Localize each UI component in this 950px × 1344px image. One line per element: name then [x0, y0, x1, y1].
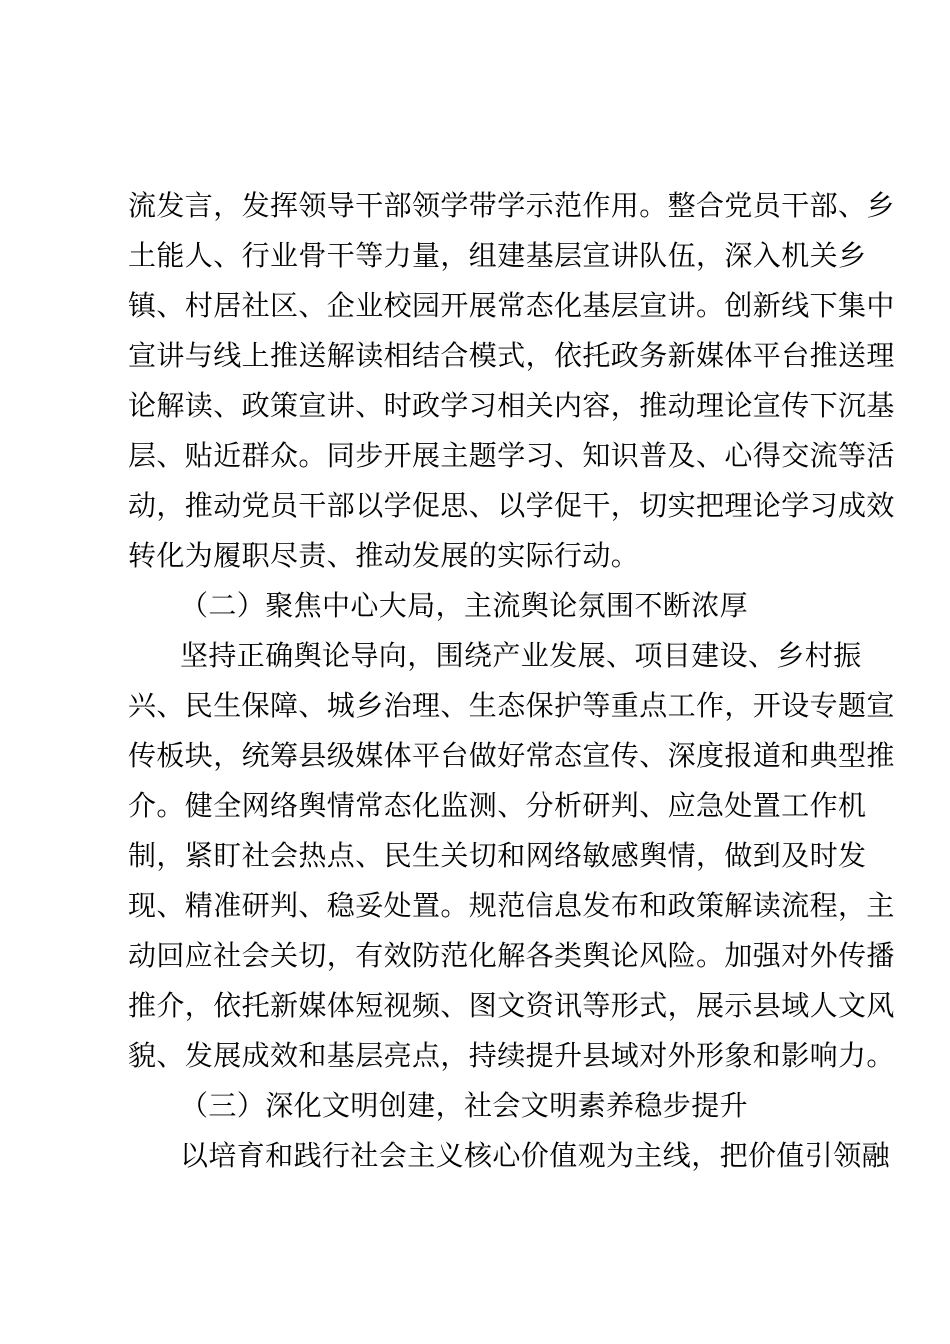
- section-heading-2: （二）聚焦中心大局，主流舆论氛围不断浓厚: [180, 589, 749, 622]
- paragraph-line: 制，紧盯社会热点、民生关切和网络敏感舆情，做到及时发: [128, 839, 867, 872]
- paragraph-line: 流发言，发挥领导干部领学带学示范作用。整合党员干部、乡: [128, 189, 895, 222]
- paragraph-line: 镇、村居社区、企业校园开展常态化基层宣讲。创新线下集中: [128, 289, 895, 322]
- paragraph-line: 坚持正确舆论导向，围绕产业发展、项目建设、乡村振: [180, 639, 862, 672]
- paragraph-line: 兴、民生保障、城乡治理、生态保护等重点工作，开设专题宣: [128, 689, 895, 722]
- paragraph-line: 宣讲与线上推送解读相结合模式，依托政务新媒体平台推送理: [128, 339, 895, 372]
- section-heading-3: （三）深化文明创建，社会文明素养稳步提升: [180, 1089, 749, 1122]
- paragraph-line: 动，推动党员干部以学促思、以学促干，切实把理论学习成效: [128, 489, 895, 522]
- paragraph-line: 论解读、政策宣讲、时政学习相关内容，推动理论宣传下沉基: [128, 389, 895, 422]
- paragraph-line: 传板块，统筹县级媒体平台做好常态宣传、深度报道和典型推: [128, 739, 895, 772]
- paragraph-line: 推介，依托新媒体短视频、图文资讯等形式，展示县域人文风: [128, 989, 895, 1022]
- paragraph-line: 动回应社会关切，有效防范化解各类舆论风险。加强对外传播: [128, 939, 895, 972]
- paragraph-line: 转化为履职尽责、推动发展的实际行动。: [128, 539, 640, 572]
- paragraph-line: 介。健全网络舆情常态化监测、分析研判、应急处置工作机: [128, 789, 867, 822]
- paragraph-line: 以培育和践行社会主义核心价值观为主线，把价值引领融: [180, 1139, 891, 1172]
- paragraph-line: 貌、发展成效和基层亮点，持续提升县域对外形象和影响力。: [128, 1039, 895, 1072]
- paragraph-line: 层、贴近群众。同步开展主题学习、知识普及、心得交流等活: [128, 439, 895, 472]
- paragraph-line: 土能人、行业骨干等力量，组建基层宣讲队伍，深入机关乡: [128, 239, 867, 272]
- paragraph-line: 现、精准研判、稳妥处置。规范信息发布和政策解读流程，主: [128, 889, 895, 922]
